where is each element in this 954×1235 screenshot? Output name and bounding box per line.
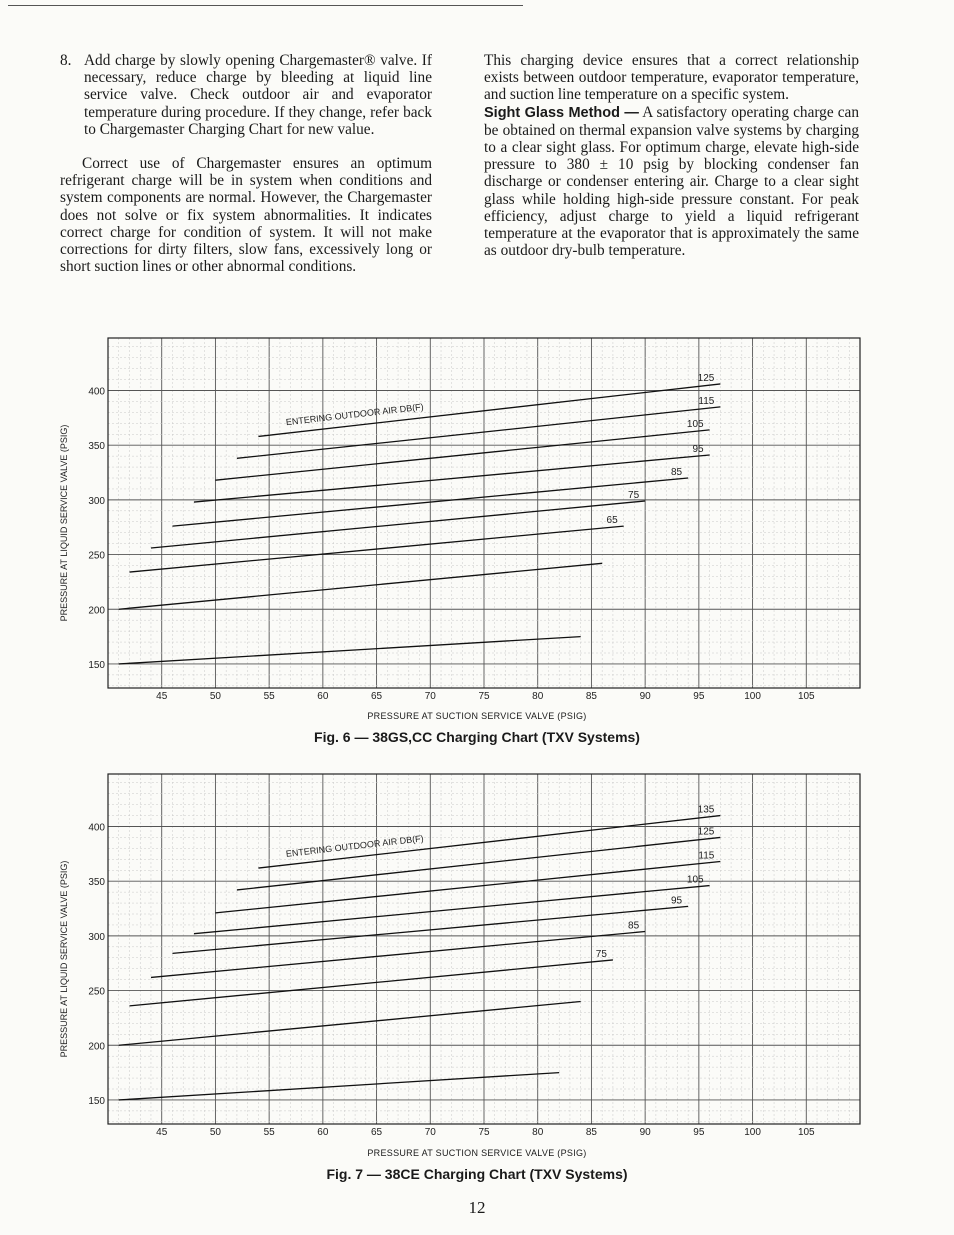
- series-line: [119, 1073, 559, 1100]
- series-line: [258, 816, 720, 869]
- x-tick-label: 75: [478, 1127, 490, 1138]
- y-tick-label: 300: [88, 495, 105, 507]
- y-tick-label: 400: [88, 822, 105, 834]
- fig6-x-axis-title: PRESSURE AT SUCTION SERVICE VALVE (PSIG): [367, 711, 587, 721]
- x-tick-label: 75: [478, 691, 490, 702]
- sight-glass-heading: Sight Glass Method —: [484, 104, 639, 121]
- y-tick-label: 150: [88, 1095, 105, 1107]
- x-tick-label: 60: [317, 691, 329, 702]
- chart-svg: [0, 768, 954, 1146]
- sight-glass-text: A satisfactory operating charge can be obtained on thermal expansion valve systems by charging to a clear sight glass. For optimum charge, elevate high-side pressure to 380 ± 10 psig by blocking condenser fan discharge or condenser entering air. Charge to a clear sight glass while holding high-side pressure constant. For peak efficiency, adjust charge to yield a liquid refrigerant temperature at the evaporator that is approximately the same as outdoor dry-bulb temperature.: [484, 103, 859, 260]
- x-tick-label: 105: [797, 691, 815, 702]
- series-line: [129, 960, 612, 1006]
- series-label: 115: [698, 395, 715, 407]
- series-label: 105: [686, 874, 704, 886]
- y-tick-label: 200: [88, 1041, 105, 1053]
- x-tick-label: 65: [371, 691, 383, 702]
- y-tick-label: 300: [88, 931, 105, 943]
- x-tick-label: 70: [424, 691, 436, 702]
- series-line: [151, 501, 645, 548]
- fig6-chart: [0, 332, 954, 710]
- fig7-x-axis-title: PRESSURE AT SUCTION SERVICE VALVE (PSIG): [367, 1148, 587, 1158]
- x-tick-label: 60: [317, 1127, 329, 1138]
- y-axis-title: PRESSURE AT LIQUID SERVICE VALVE (PSIG): [59, 860, 69, 1058]
- page-number: 12: [468, 1198, 486, 1217]
- series-line: [215, 862, 720, 913]
- x-tick-label: 85: [585, 1127, 597, 1138]
- series-label: 125: [697, 372, 715, 384]
- x-tick-label: 50: [209, 1127, 221, 1138]
- y-tick-label: 250: [88, 550, 105, 562]
- series-label: 95: [670, 895, 683, 907]
- series-label: 125: [697, 826, 715, 838]
- series-line: [215, 430, 709, 480]
- x-tick-label: 55: [263, 691, 275, 702]
- y-tick-label: 350: [88, 877, 105, 889]
- chart-svg: [0, 332, 954, 710]
- paragraph-device: This charging device ensures that a correct relationship exists between outdoor temperature, evaporator temperature, and suction line temperature on a specific system.: [484, 52, 859, 104]
- x-tick-label: 45: [156, 1127, 168, 1138]
- y-tick-label: 250: [88, 986, 105, 998]
- series-label: 75: [595, 948, 607, 960]
- x-tick-label: 70: [424, 1127, 436, 1138]
- paragraph-sight-glass: [484, 104, 859, 260]
- y-tick-label: 350: [88, 441, 105, 453]
- step-number: 8.: [60, 52, 72, 69]
- chart-grid: [108, 338, 860, 688]
- y-tick-label: 200: [88, 605, 105, 617]
- x-tick-label: 90: [639, 1127, 651, 1138]
- top-rule: [8, 5, 523, 6]
- paragraph-correct-use: Correct use of Chargemaster ensures an optimum refrigerant charge will be in system when conditions and system components are normal. However, the Chargemaster does not solve or fix system abnormalities. It indicates correct charge for condition of system. It will not make corrections for dirty filters, slow fans, excessively long or short suction lines or other abnormal conditions.: [60, 155, 432, 276]
- x-tick-label: 90: [639, 691, 651, 702]
- x-tick-label: 105: [797, 1127, 815, 1138]
- fig7-chart: [0, 768, 954, 1146]
- series-label: 105: [686, 418, 704, 430]
- right-column: [484, 52, 859, 259]
- chart-annotation: ENTERING OUTDOOR AIR DB(F): [285, 401, 425, 428]
- y-tick-label: 400: [88, 386, 105, 398]
- step-text: Add charge by slowly opening Chargemaster® valve. If necessary, reduce charge by bleeding at liquid line service valve. Check outdoor air and evaporator temperature during procedure. If they change, refer back to Chargemaster Charging Chart for new value.: [84, 52, 432, 138]
- series-label: 135: [697, 804, 715, 816]
- series-label: 85: [670, 467, 683, 478]
- series-label: 115: [698, 850, 715, 862]
- series-label: 95: [692, 444, 704, 456]
- x-tick-label: 55: [263, 1127, 275, 1138]
- series-label: 75: [628, 489, 640, 501]
- fig6-caption: Fig. 6 — 38GS,CC Charging Chart (TXV Systems): [314, 729, 640, 745]
- series-line: [258, 384, 720, 437]
- x-tick-label: 80: [532, 691, 544, 702]
- y-tick-label: 150: [88, 659, 105, 671]
- x-tick-label: 95: [693, 691, 705, 702]
- x-tick-label: 95: [693, 1127, 705, 1138]
- series-line: [119, 637, 581, 664]
- step-8: [60, 52, 432, 138]
- x-tick-label: 45: [156, 691, 168, 702]
- x-tick-label: 85: [585, 691, 597, 702]
- fig7-caption: Fig. 7 — 38CE Charging Chart (TXV Systems): [326, 1166, 628, 1182]
- y-axis-title: PRESSURE AT LIQUID SERVICE VALVE (PSIG): [59, 424, 69, 622]
- chart-annotation: ENTERING OUTDOOR AIR DB(F): [285, 833, 425, 859]
- x-tick-label: 50: [209, 691, 221, 702]
- series-label: 85: [628, 920, 640, 932]
- left-column: [60, 52, 432, 275]
- series-line: [119, 563, 602, 609]
- x-tick-label: 80: [532, 1127, 544, 1138]
- series-label: 65: [606, 515, 618, 527]
- x-tick-label: 65: [371, 1127, 383, 1138]
- x-tick-label: 100: [744, 691, 761, 702]
- x-tick-label: 100: [744, 1127, 761, 1138]
